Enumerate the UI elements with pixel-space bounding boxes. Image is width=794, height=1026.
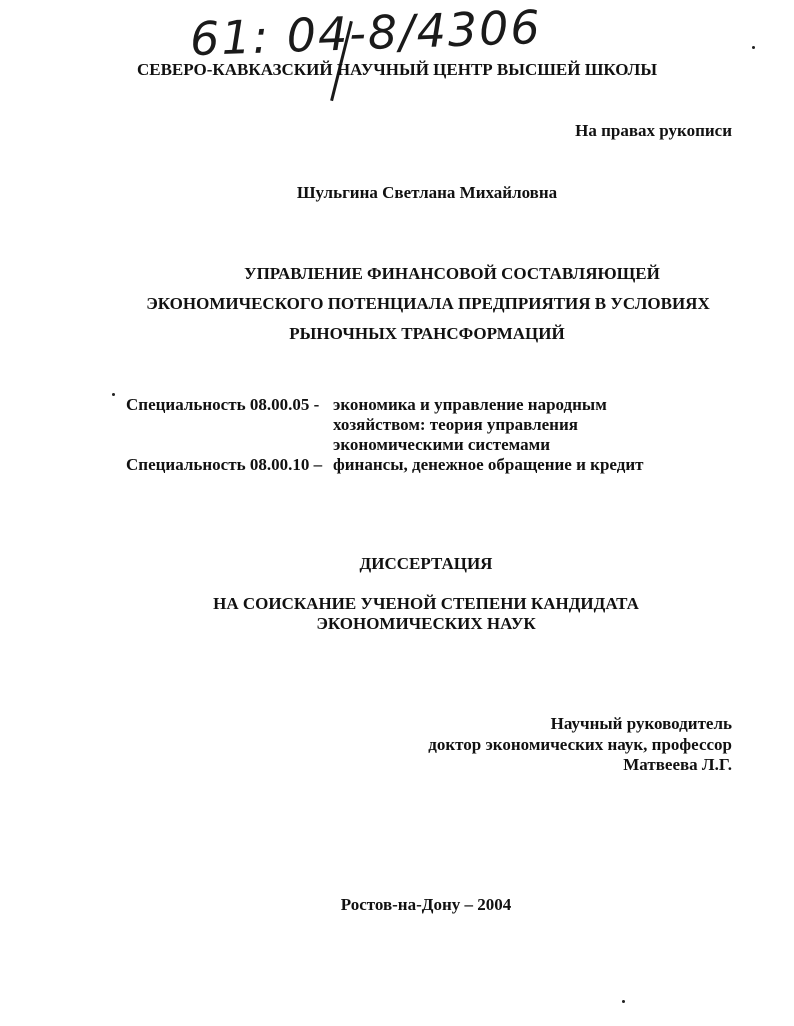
specialty-2-text: финансы, денежное обращение и кредит (333, 455, 644, 474)
specialty-1-line-3: экономическими системами (333, 435, 550, 454)
specialty-1-line-1: экономика и управление народным (333, 395, 607, 414)
scan-speck (752, 46, 755, 49)
degree-line-2: ЭКОНОМИЧЕСКИХ НАУК (316, 614, 536, 633)
supervisor-role: Научный руководитель (550, 714, 732, 733)
institution-name: СЕВЕРО-КАВКАЗСКИЙ НАУЧНЫЙ ЦЕНТР ВЫСШЕЙ ШКОЛЫ (136, 60, 658, 79)
scan-speck (112, 393, 115, 396)
specialty-1-label: Специальность 08.00.05 - (126, 395, 320, 414)
handwritten-stamp: 61: 04-8/4306 (189, 0, 543, 67)
place-year: Ростов-на-Дону – 2004 (340, 895, 512, 914)
title-line-2: ЭКОНОМИЧЕСКОГО ПОТЕНЦИАЛА ПРЕДПРИЯТИЯ В УСЛОВИЯХ (146, 294, 710, 313)
scan-speck (622, 1000, 625, 1003)
specialty-1-line-2: хозяйством: теория управления (333, 415, 578, 434)
supervisor-title: доктор экономических наук, профессор (428, 735, 732, 754)
document-type: ДИССЕРТАЦИЯ (359, 554, 493, 573)
title-line-3: РЫНОЧНЫХ ТРАНСФОРМАЦИЙ (289, 324, 565, 343)
degree-line-1: НА СОИСКАНИЕ УЧЕНОЙ СТЕПЕНИ КАНДИДАТА (213, 594, 639, 613)
supervisor-name: Матвеева Л.Г. (623, 755, 732, 774)
author-name: Шульгина Светлана Михайловна (296, 183, 558, 202)
title-line-1: УПРАВЛЕНИЕ ФИНАНСОВОЙ СОСТАВЛЯЮЩЕЙ (244, 264, 660, 283)
rights-note: На правах рукописи (575, 121, 732, 140)
specialty-2-label: Специальность 08.00.10 – (126, 455, 323, 474)
